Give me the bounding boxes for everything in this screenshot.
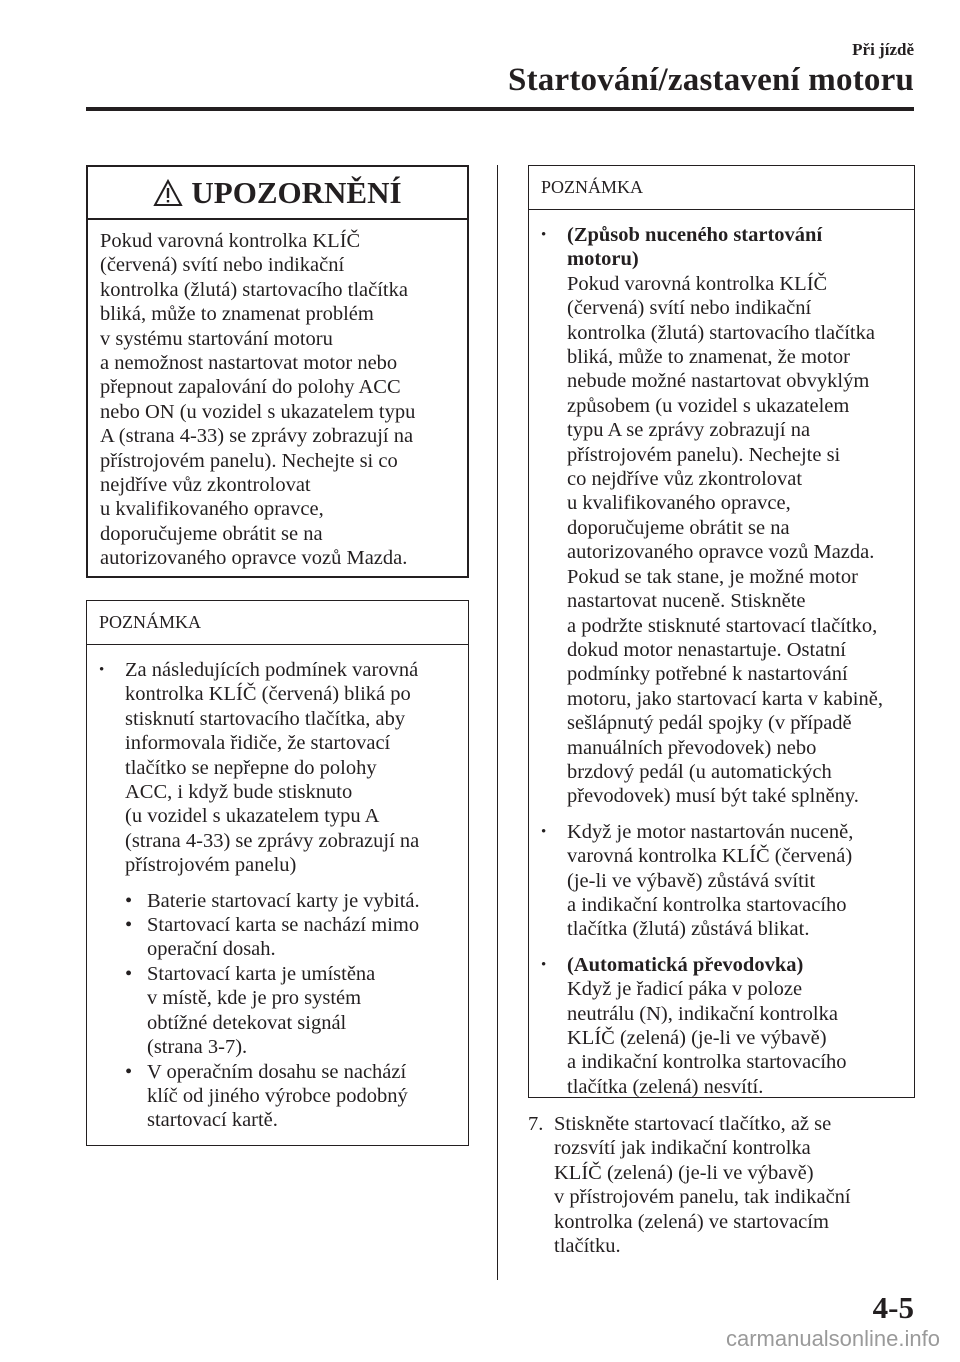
note-line: Když je motor nastartován nuceně, [567,820,854,843]
note-line: (strana 4-33) se zprávy zobrazují na [125,829,420,852]
warning-triangle-icon [153,179,183,207]
note-header: POZNÁMKA [87,601,468,645]
note-line: Startovací karta se nachází mimo [147,914,420,937]
note-line: tlačítko se nepřepne do polohy [125,756,377,779]
note-line: v místě, kde je pro systém [147,987,362,1010]
step-line: v přístrojovém panelu, tak indikační [554,1186,851,1209]
note-line: nebude možné nastartovat obvyklým [567,370,870,393]
note-line: startovací kartě. [147,1109,278,1132]
note-line: motoru, jako startovací karta v kabině, [567,687,883,710]
warning-line: autorizovaného opravce vozů Mazda. [100,547,408,570]
sub-item-text [147,962,375,1060]
sub-bullet-mark: • [125,914,133,937]
page-number: 4-5 [872,1290,914,1325]
note-line: (červená) svítí nebo indikační [567,297,812,320]
note-line: přístrojovém panelu). Nechejte si [567,443,841,466]
note-box-right [528,165,915,1098]
sub-item [125,1060,460,1133]
watermark: carmanualsonline.info [725,1326,940,1351]
note-box-left [86,600,469,1146]
note-line: podmínky potřebné k nastartování [567,663,848,686]
sub-item [125,913,460,962]
step-line: tlačítku. [554,1235,621,1258]
warning-line: A (strana 4-33) se zprávy zobrazují na [100,425,414,448]
note-line: kontrolka KLÍČ (červená) bliká po [125,683,411,706]
note-line: způsobem (u vozidel s ukazatelem [567,394,850,417]
warning-line: nebo ON (u vozidel s ukazatelem typu [100,400,416,423]
step-7 [528,1112,915,1258]
note-line: Baterie startovací karty je vybitá. [147,889,420,912]
note-line: dokud motor nenastartuje. Ostatní [567,638,846,661]
note-line: stisknutí startovacího tlačítka, aby [125,707,406,730]
note-item-text [567,953,906,1099]
step-line: Stiskněte startovací tlačítko, až se [554,1113,832,1135]
warning-line: (červená) svítí nebo indikační [100,254,345,277]
note-line: tlačítka (zelená) nesvítí. [567,1075,764,1098]
header-rule [86,107,914,111]
column-divider [497,165,498,1280]
note-line: a podržte stisknuté startovací tlačítko, [567,614,878,637]
sub-bullet-mark: • [125,962,133,985]
note-line: autorizovaného opravce vozů Mazda. [567,541,875,564]
page-title: Startování/zastavení motoru [508,62,914,98]
warning-line: v systému startování motoru [100,327,333,350]
step-line: kontrolka (zelená) ve startovacím [554,1210,829,1233]
note-item-heading: (Automatická převodovka) [567,953,804,976]
bullet-mark: • [541,956,547,973]
note-line: varovná kontrolka KLÍČ (červená) [567,845,853,868]
note-line: Když je řadicí páka v poloze [567,978,803,1001]
note-item-text [125,658,460,878]
note-item-heading: motoru) [567,248,639,271]
header-section-label: Při jízdě [852,40,914,59]
note-line: kontrolka (žlutá) startovacího tlačítka [567,321,875,344]
note-line: typu A se zprávy zobrazují na [567,419,811,442]
warning-header [88,167,467,220]
note-line: (strana 3-7). [147,1036,248,1059]
note-line: Pokud varovná kontrolka KLÍČ [567,272,828,295]
note-line: ACC, i když bude stisknuto [125,781,353,804]
warning-line: přístrojovém panelu). Nechejte si co [100,449,398,472]
note-line: (u vozidel s ukazatelem typu A [125,805,380,828]
sub-bullet-mark: • [125,1060,133,1083]
note-line: neutrálu (N), indikační kontrolka [567,1002,838,1025]
warning-line: nejdříve vůz zkontrolovat [100,474,311,497]
warning-line: přepnout zapalování do polohy ACC [100,376,401,399]
step-line: KLÍČ (zelená) (je-li ve výbavě) [554,1161,814,1184]
warning-line: doporučujeme obrátit se na [100,522,323,545]
warning-box [86,165,469,578]
step-line: rozsvítí jak indikační kontrolka [554,1137,811,1160]
warning-line: u kvalifikovaného opravce, [100,498,324,521]
note-body [87,645,468,1133]
note-line: co nejdříve vůz zkontrolovat [567,468,803,491]
note-item [541,953,906,1099]
note-line: bliká, může to znamenat, že motor [567,346,850,369]
bullet-mark: • [541,227,547,243]
note-line: Startovací karta je umístěna [147,962,376,985]
warning-line: Pokud varovná kontrolka KLÍČ [100,230,361,252]
warning-line: kontrolka (žlutá) startovacího tlačítka [100,278,408,301]
warning-line: a nemožnost nastartovat motor nebo [100,352,398,375]
step-number: 7. [528,1113,544,1135]
warning-text [88,220,467,571]
note-line: brzdový pedál (u automatických [567,760,832,783]
note-line: sešlápnutý pedál spojky (v případě [567,712,852,735]
note-line: Za následujících podmínek varovná [125,659,419,681]
step-text [554,1112,851,1258]
sub-item [125,962,460,1060]
bullet-mark: • [541,823,547,840]
note-line: převodovek) musí být také splněny. [567,785,859,808]
note-item-text [567,223,906,809]
note-line: přístrojovém panelu) [125,854,297,877]
note-line: V operačním dosahu se nachází [147,1060,407,1083]
note-line: klíč od jiného výrobce podobný [147,1084,408,1107]
note-line: KLÍČ (zelená) (je-li ve výbavě) [567,1027,827,1049]
note-item-heading: (Způsob nuceného startování [567,224,823,246]
note-item [541,820,906,942]
note-line: (je-li ve výbavě) zůstává svítit [567,869,816,892]
warning-title: UPOZORNĚNÍ [191,174,402,210]
sub-item-text [147,889,420,913]
sub-item-text [147,913,419,962]
sub-item [125,889,460,913]
note-body [529,210,914,1099]
sub-item-text [147,1060,408,1133]
note-line: obtížné detekovat signál [147,1011,347,1034]
note-line: informovala řidiče, že startovací [125,732,391,755]
note-item [541,223,906,809]
note-line: nastartovat nuceně. Stiskněte [567,590,806,613]
note-line: u kvalifikovaného opravce, [567,492,791,515]
note-line: operační dosah. [147,938,276,961]
note-line: manuálních převodovek) nebo [567,736,817,759]
note-line: Pokud se tak stane, je možné motor [567,565,858,588]
note-line: a indikační kontrolka startovacího [567,1051,847,1074]
sub-bullet-mark: • [125,889,133,912]
bullet-mark: • [99,662,105,678]
note-header: POZNÁMKA [529,166,914,210]
warning-line: bliká, může to znamenat problém [100,303,374,326]
note-item-text [567,820,906,942]
note-line: a indikační kontrolka startovacího [567,893,847,916]
note-line: doporučujeme obrátit se na [567,516,790,539]
note-item [99,658,460,878]
note-line: tlačítka (žlutá) zůstává blikat. [567,918,810,941]
sub-list [99,889,460,1133]
